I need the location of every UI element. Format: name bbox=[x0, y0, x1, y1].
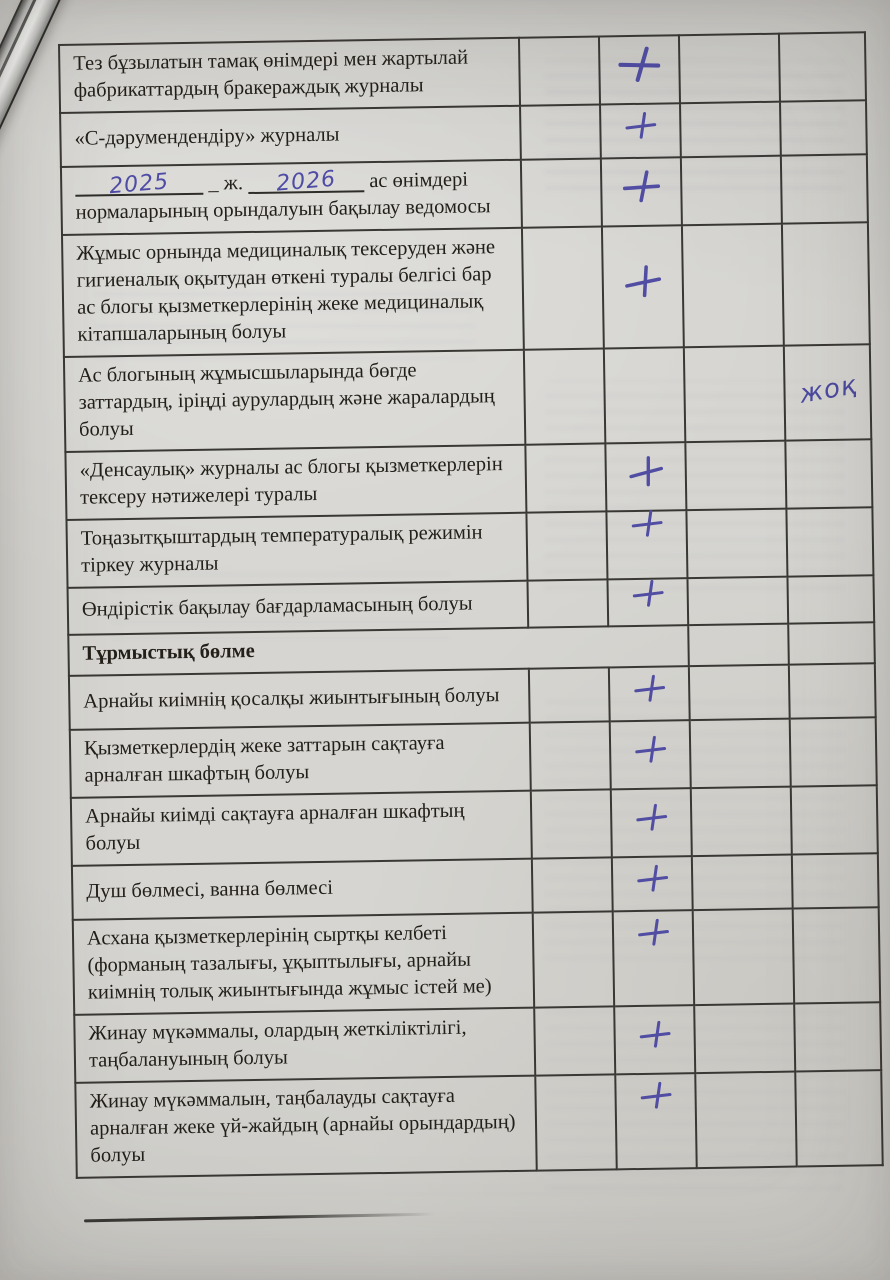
check-cell bbox=[602, 225, 684, 348]
table-row bbox=[73, 907, 880, 1015]
item-text-cell: 2025 _ ж. 2026 ас өнімдері нормаларының орындалуын бақылау ведомосы bbox=[61, 160, 522, 235]
table-row bbox=[65, 439, 872, 520]
handwritten-plus-mark bbox=[624, 109, 661, 142]
empty-cell bbox=[520, 104, 601, 159]
empty-cell bbox=[529, 667, 610, 722]
item-text-cell: Өндірістік бақылау бағдарламасының болуы bbox=[68, 581, 529, 635]
table-row bbox=[66, 507, 873, 588]
handwritten-year: 2025 bbox=[108, 169, 171, 200]
note-cell bbox=[795, 1070, 882, 1166]
check-cell bbox=[599, 35, 680, 104]
check-cell bbox=[614, 1005, 695, 1074]
note-cell bbox=[790, 717, 877, 786]
empty-cell bbox=[690, 719, 791, 789]
handwritten-plus-mark bbox=[622, 262, 667, 303]
empty-cell bbox=[521, 158, 602, 227]
printed-blank-line bbox=[75, 169, 203, 200]
note-cell bbox=[779, 32, 866, 101]
table-row bbox=[59, 32, 866, 113]
note-cell bbox=[781, 154, 868, 223]
item-text-cell: Арнайы киімді сақтауға арналған шкафтың болуы bbox=[71, 791, 532, 866]
note-cell bbox=[791, 785, 878, 854]
item-text-cell: Жинау мүкәммалы, олардың жеткіліктілігі, таңбалануының болуы bbox=[74, 1008, 535, 1083]
handwritten-plus-mark bbox=[639, 1079, 676, 1112]
note-cell bbox=[786, 507, 873, 576]
checklist-table bbox=[58, 31, 884, 1179]
empty-cell bbox=[682, 224, 784, 348]
empty-cell bbox=[679, 34, 780, 104]
note-cell bbox=[780, 100, 867, 155]
empty-cell bbox=[695, 1072, 796, 1169]
note-cell bbox=[784, 344, 871, 440]
table-row bbox=[62, 222, 870, 357]
item-text-cell: «Денсаулық» журналы ас блогы қызметкерлерін тексеру нәтижелері туралы bbox=[65, 445, 526, 520]
empty-cell bbox=[525, 443, 606, 512]
item-text-cell: Жұмыс орнында медициналық тексеруден және гигиеналық оқытудан өткені туралы белгісі бар ас блогы қызметкерлерінің жеке медициналық кітапшаларының болуы bbox=[62, 228, 524, 357]
note-cell bbox=[792, 853, 879, 908]
note-cell bbox=[789, 663, 876, 718]
check-cell bbox=[601, 157, 682, 226]
item-text-cell: Ас блогының жұмысшыларында бөгде заттардың, іріңді аурулардың және жаралардың болуы bbox=[64, 350, 525, 452]
empty-cell bbox=[691, 787, 792, 857]
note-cell bbox=[782, 222, 870, 345]
check-cell bbox=[615, 1073, 696, 1169]
handwritten-plus-mark bbox=[620, 166, 666, 207]
empty-cell bbox=[689, 665, 790, 721]
empty-cell bbox=[534, 1006, 615, 1075]
check-cell bbox=[611, 788, 692, 857]
empty-cell bbox=[694, 1004, 795, 1074]
handwritten-year: 2026 bbox=[275, 166, 338, 197]
empty-cell bbox=[693, 909, 794, 1006]
check-cell bbox=[612, 856, 693, 911]
note-cell bbox=[785, 439, 872, 508]
empty-cell bbox=[524, 348, 605, 444]
page-curl-line bbox=[84, 1213, 434, 1223]
check-cell bbox=[609, 666, 690, 721]
handwritten-plus-mark bbox=[635, 862, 672, 895]
item-text-cell: Тоңазытқыштардың температуралық режимін тіркеу журналы bbox=[66, 513, 527, 588]
table-body bbox=[59, 32, 883, 1178]
item-text-cell: Душ бөлмесі, ванна бөлмесі bbox=[72, 859, 533, 920]
table-row bbox=[75, 1070, 882, 1178]
empty-cell bbox=[526, 511, 607, 580]
empty-cell bbox=[527, 579, 608, 627]
empty-cell bbox=[688, 624, 789, 667]
handwritten-plus-mark bbox=[633, 733, 670, 766]
handwritten-plus-mark bbox=[634, 801, 671, 834]
note-cell bbox=[787, 575, 874, 623]
empty-cell bbox=[686, 509, 787, 579]
table-row bbox=[74, 1002, 881, 1083]
item-text-cell: Қызметкерлердің жеке заттарын сақтауға арналған шкафтың болуы bbox=[70, 723, 531, 798]
item-text-cell: Тез бұзылатын тамақ өнімдері мен жартылай фабрикаттардың бракераждық журналы bbox=[59, 38, 520, 113]
item-text-cell: «С-дәрумендендіру» журналы bbox=[60, 106, 521, 167]
empty-cell bbox=[692, 855, 793, 911]
handwritten-plus-mark bbox=[636, 916, 673, 949]
table-row bbox=[70, 717, 877, 798]
table-row bbox=[64, 344, 871, 452]
handwritten-plus-mark bbox=[630, 507, 667, 540]
empty-cell bbox=[519, 37, 600, 106]
handwritten-plus-mark bbox=[613, 40, 668, 90]
note-cell bbox=[793, 907, 880, 1003]
empty-cell bbox=[535, 1074, 616, 1170]
printed-blank-line bbox=[248, 166, 364, 197]
empty-cell bbox=[680, 102, 781, 158]
handwritten-plus-mark bbox=[625, 452, 669, 492]
check-cell bbox=[613, 910, 694, 1006]
handwritten-plus-mark bbox=[631, 577, 668, 610]
empty-cell bbox=[533, 911, 614, 1007]
pen-clip bbox=[0, 0, 61, 191]
check-cell bbox=[605, 442, 686, 511]
item-text-cell: Арнайы киімнің қосалқы жиынтығының болуы bbox=[69, 669, 530, 730]
handwritten-plus-mark bbox=[632, 672, 669, 705]
empty-cell bbox=[684, 346, 785, 443]
note-cell bbox=[794, 1002, 881, 1071]
check-cell bbox=[610, 720, 691, 789]
empty-cell bbox=[687, 577, 788, 626]
empty-cell bbox=[522, 226, 604, 349]
table-row bbox=[61, 154, 868, 235]
check-cell bbox=[607, 578, 688, 626]
empty-cell bbox=[531, 789, 612, 858]
item-text-cell: Жинау мүкәммалын, таңбалауды сақтауға арналған жеке үй-жайдың (арнайы орындардың) болуы bbox=[75, 1076, 536, 1178]
empty-cell bbox=[532, 857, 613, 912]
section-header-cell: Тұрмыстық бөлме bbox=[68, 625, 689, 676]
empty-cell bbox=[685, 441, 786, 511]
check-cell bbox=[606, 510, 687, 579]
check-cell bbox=[604, 347, 685, 443]
empty-cell bbox=[681, 156, 782, 226]
table-row bbox=[71, 785, 878, 866]
empty-cell bbox=[530, 721, 611, 790]
item-text-cell: Асхана қызметкерлерінің сыртқы келбеті (форманың тазалығы, ұқыптылығы, арнайы киімнің толық жиынтығында жұмыс істей ме) bbox=[73, 913, 534, 1015]
handwritten-plus-mark bbox=[638, 1018, 675, 1051]
handwritten-note: жоқ bbox=[797, 370, 861, 410]
check-cell bbox=[600, 103, 681, 158]
empty-cell bbox=[788, 622, 875, 664]
